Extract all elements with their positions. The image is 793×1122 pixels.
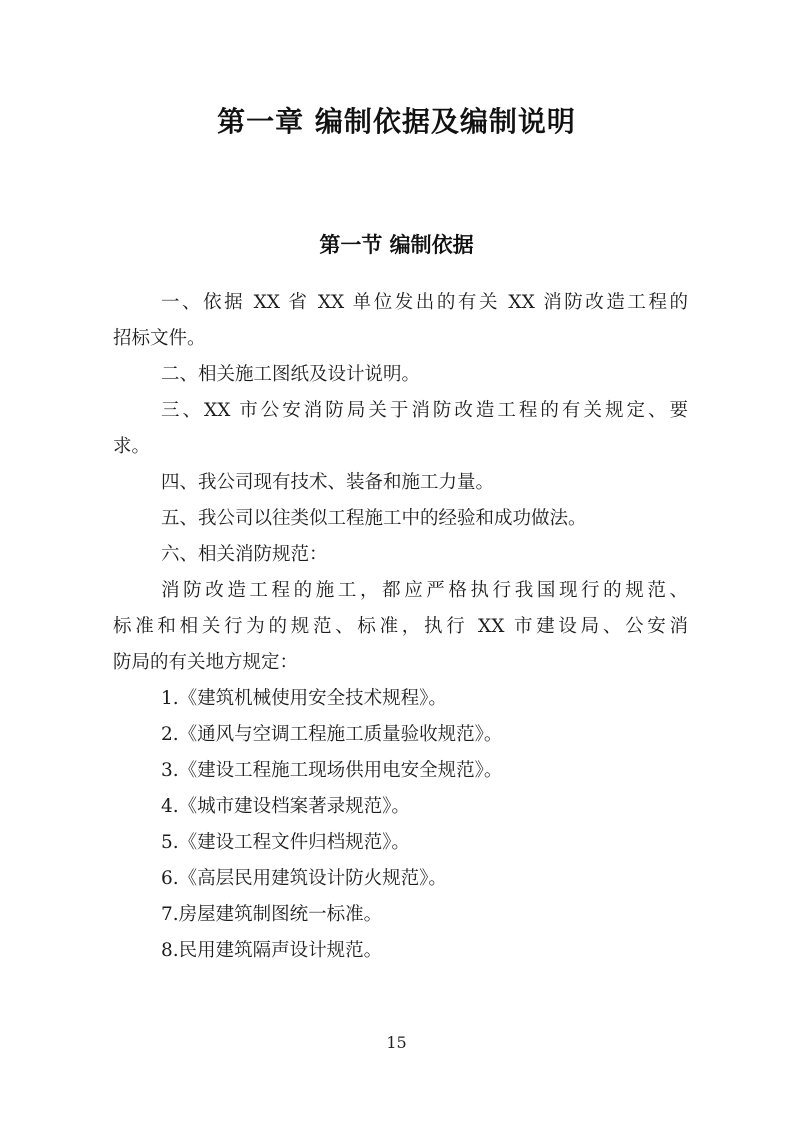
paragraph-basis-1 — [113, 285, 688, 357]
paragraph-line: 招标文件。 — [113, 328, 206, 349]
standards-list-item: 5.《建设工程文件归档规范》。 — [161, 832, 410, 853]
paragraph-basis-3 — [113, 393, 688, 465]
paragraph-line: 二、相关施工图纸及设计说明。 — [161, 364, 421, 385]
paragraph-line: 求。 — [113, 436, 151, 457]
standards-list-item: 8.民用建筑隔声设计规范。 — [161, 940, 383, 961]
paragraph-line: 一、依据 XX 省 XX 单位发出的有关 XX 消防改造工程的 — [161, 292, 688, 313]
paragraph-line: 防局的有关地方规定： — [113, 652, 299, 673]
standards-list-item: 7.房屋建筑制图统一标准。 — [161, 904, 383, 925]
paragraph-line: 消防改造工程的施工，都应严格执行我国现行的规范、 — [161, 580, 688, 601]
page-number: 15 — [386, 1033, 407, 1052]
standards-list-item: 3.《建设工程施工现场供用电安全规范》。 — [161, 760, 503, 781]
standards-list-item: 1.《建筑机械使用安全技术规程》。 — [161, 688, 447, 709]
standards-list-item: 6.《高层民用建筑设计防火规范》。 — [161, 868, 447, 889]
paragraph-basis-5 — [113, 501, 688, 537]
paragraph-line: 标准和相关行为的规范、标准，执行 XX 市建设局、公安消 — [113, 616, 688, 637]
paragraph-regulations-intro — [113, 573, 688, 681]
paragraph-line: 四、我公司现有技术、装备和施工力量。 — [161, 472, 495, 493]
document-body — [113, 285, 688, 969]
paragraph-line: 五、我公司以往类似工程施工中的经验和成功做法。 — [161, 508, 587, 529]
standards-list-item: 2.《通风与空调工程施工质量验收规范》。 — [161, 724, 503, 745]
section-title: 第一节 编制依据 — [319, 233, 474, 257]
chapter-title: 第一章 编制依据及编制说明 — [217, 105, 576, 138]
standards-list-item: 4.《城市建设档案著录规范》。 — [161, 796, 410, 817]
standards-list — [113, 681, 688, 969]
paragraph-line: 六、相关消防规范： — [161, 544, 328, 565]
paragraph-basis-6 — [113, 537, 688, 573]
paragraph-basis-4 — [113, 465, 688, 501]
paragraph-line: 三、XX 市公安消防局关于消防改造工程的有关规定、要 — [161, 400, 688, 421]
paragraph-basis-2 — [113, 357, 688, 393]
